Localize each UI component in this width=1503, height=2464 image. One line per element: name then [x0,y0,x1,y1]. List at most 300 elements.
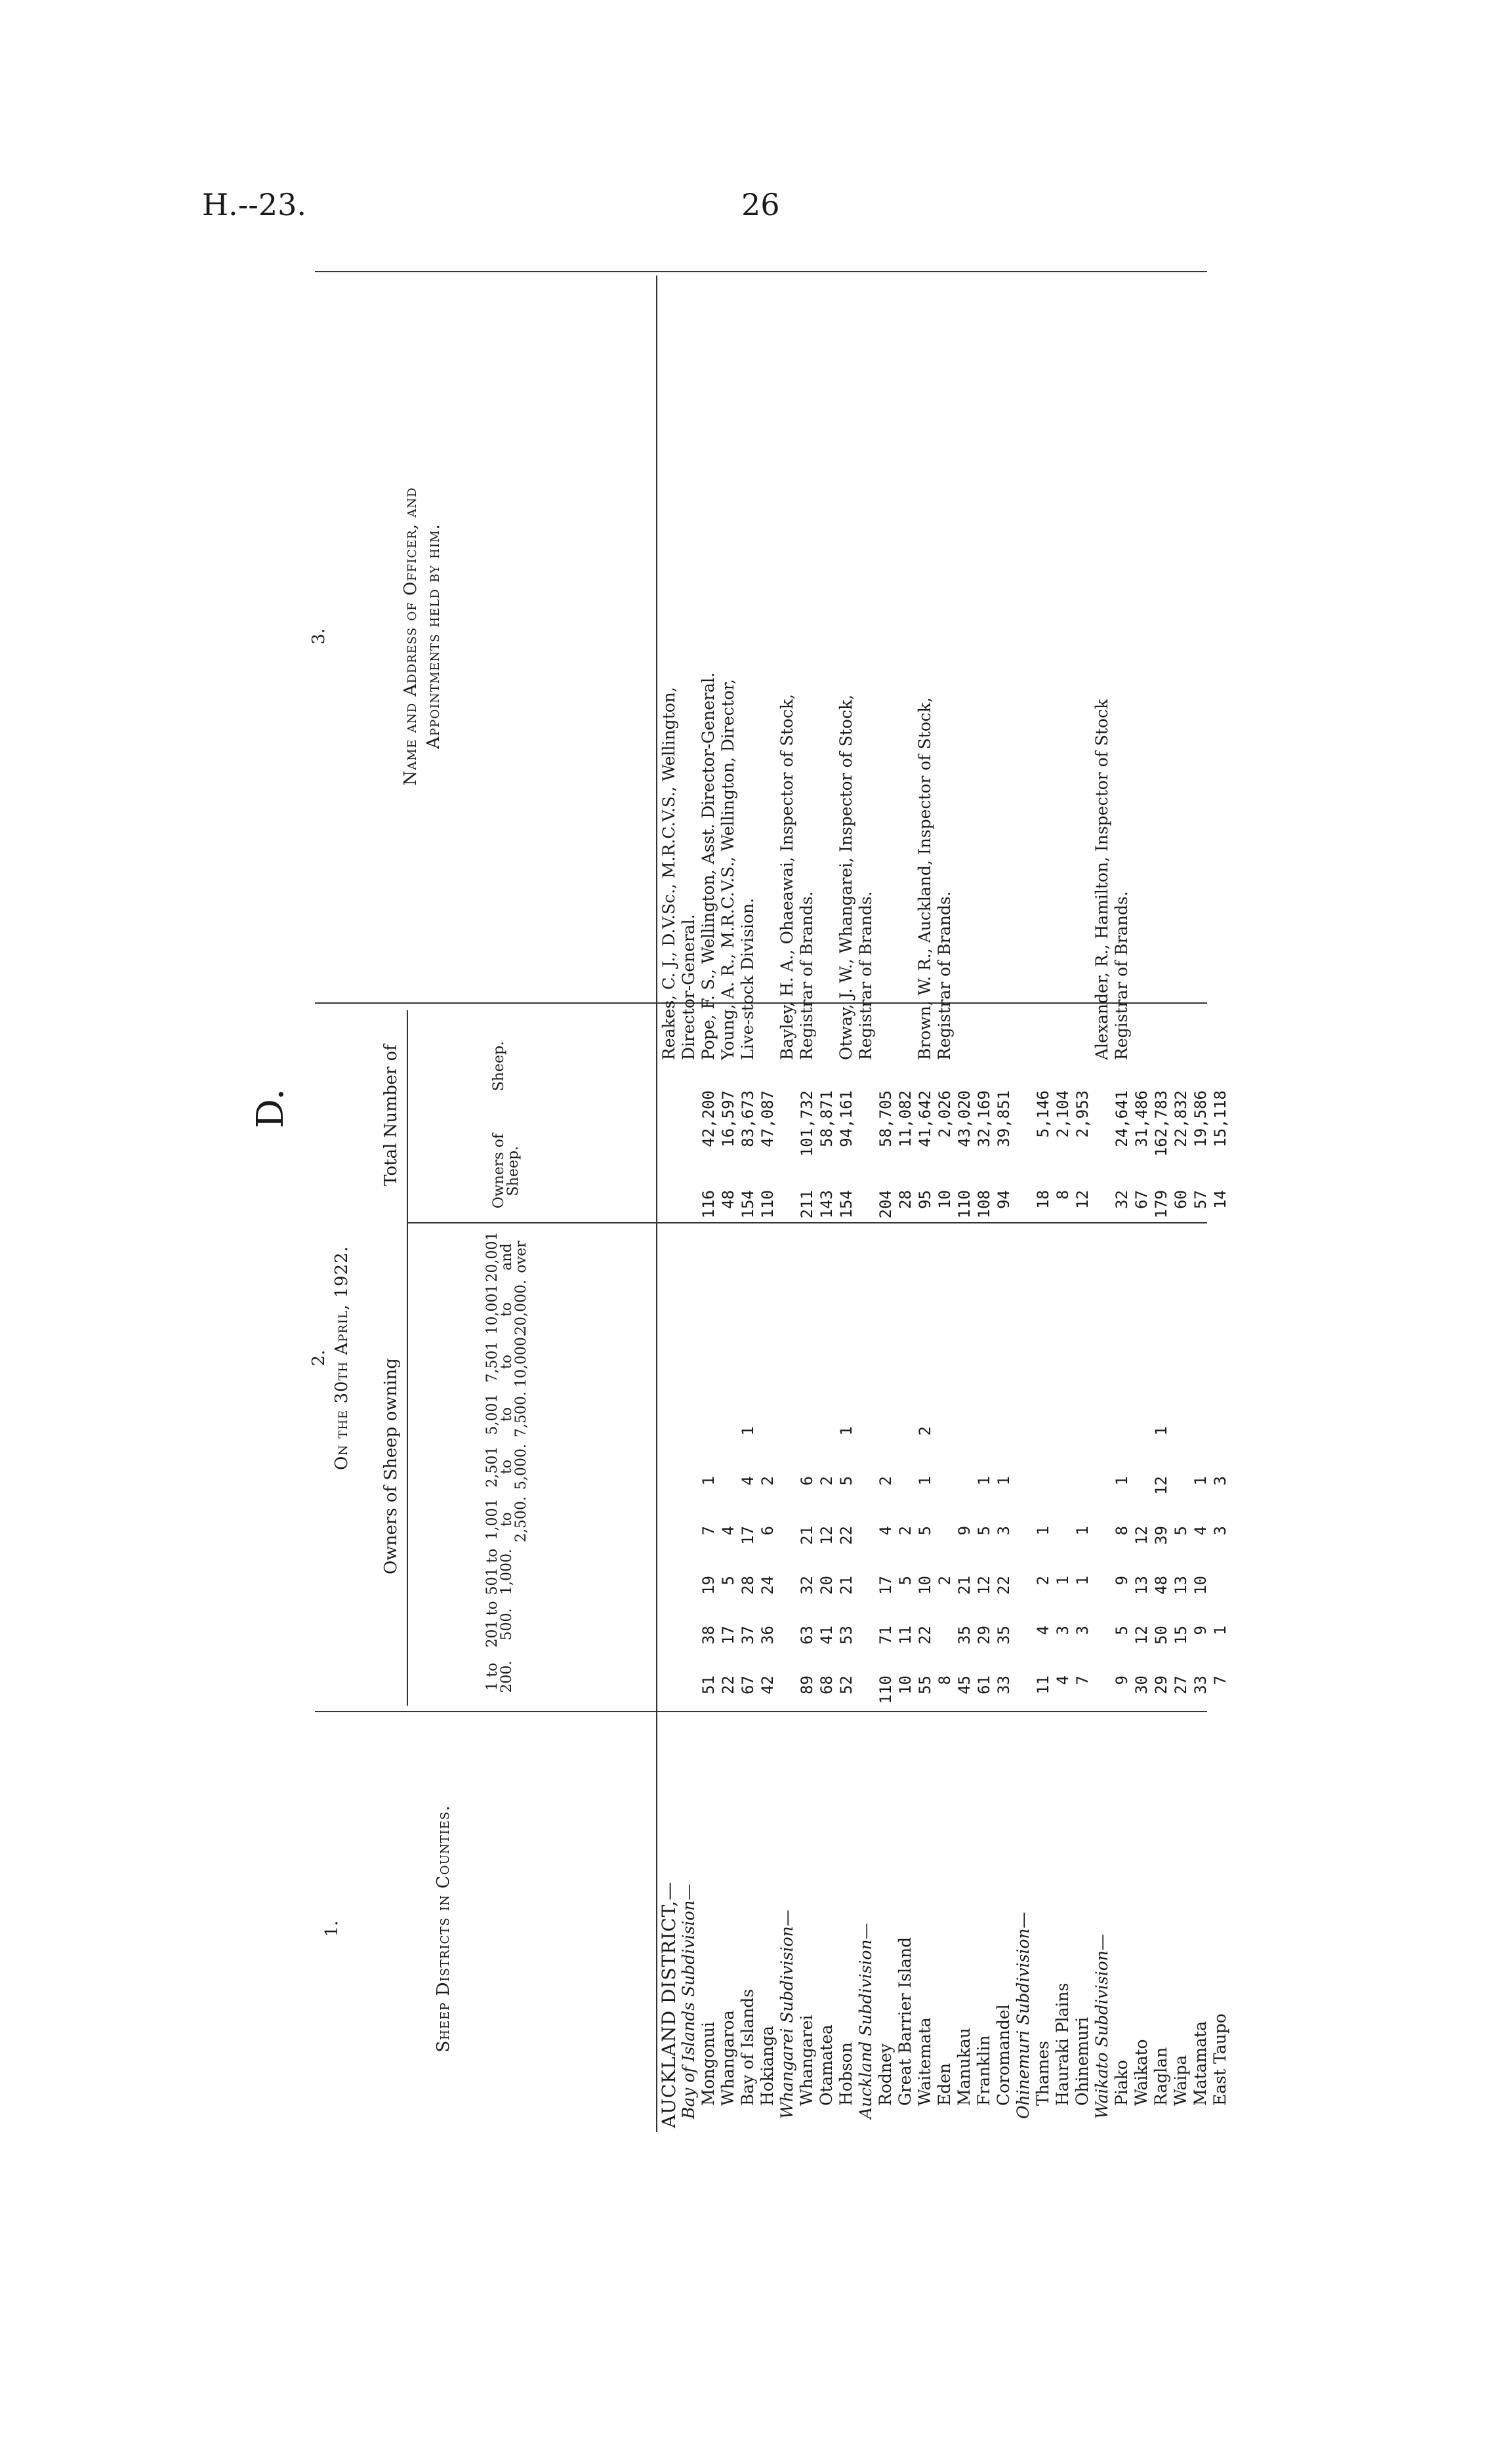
total-owners-cell [679,1186,699,1273]
district-name: Ohinemuri [1073,2017,1092,2106]
officer-cell: Young, A. R., M.R.C.V.S., Wellington, Director, [718,679,737,1060]
total-owners-cell: 95 [916,1190,934,1209]
owner-count-cell: 21 [837,1576,855,1595]
owner-count-cell [738,1273,758,1323]
owner-count-cell [777,1622,797,1672]
owner-count-cell: 41 [817,1626,836,1645]
owner-count-cell: 5 [1172,1526,1190,1536]
total-sheep-cell: 41,642 [916,1090,934,1147]
owner-count-cell [856,1372,876,1422]
col2-title: On the 30th April, 1922. [332,1246,352,1470]
district-name: Auckland Subdivision— [856,1923,875,2119]
total-owners-cell: 154 [837,1190,855,1219]
total-owners-cell: 110 [955,1190,974,1219]
owner-count-cell: 1 [1073,1576,1092,1586]
owner-count-cell [994,1372,1014,1422]
table-row [817,348,836,2132]
total-sheep-cell [856,1086,876,1186]
owner-count-cell [679,1572,699,1622]
owner-count-cell [1112,1422,1132,1472]
table-row [1151,348,1171,2132]
owner-count-cell [1092,1273,1112,1323]
owner-count-cell: 12 [817,1526,836,1545]
total-sheep-cell [1014,1086,1033,1186]
district-name: Whangarei Subdivision— [777,1910,796,2119]
owner-count-cell [1092,1622,1112,1672]
owner-count-cell [935,1422,955,1472]
owner-count-cell [1033,1323,1053,1372]
district-name: Ohinemuri Subdivision— [1014,1912,1033,2119]
total-owners-cell: 10 [936,1190,954,1209]
size-class-header: 7,501 to 10,000. [484,1332,529,1387]
owner-count-cell [1092,1422,1112,1472]
district-name: Whangarei [797,2015,816,2106]
owner-count-cell [1092,1672,1112,1721]
owner-count-cell [659,1422,679,1472]
officer-cell [1014,348,1033,1086]
owner-count-cell: 29 [975,1626,993,1645]
district-name: Franklin [974,2035,993,2106]
total-sheep-cell: 42,200 [699,1090,718,1147]
owner-count-cell [1210,1273,1230,1323]
size-class-header: 1 to 200. [484,1660,515,1693]
owner-count-cell [777,1372,797,1422]
table-row [679,348,699,2132]
owner-count-cell [974,1422,994,1472]
owner-count-cell [679,1372,699,1422]
owner-count-cell [915,1323,935,1372]
owner-count-cell [836,1323,856,1372]
owner-count-cell [679,1522,699,1572]
table-row [738,348,758,2132]
owner-count-cell: 55 [916,1675,934,1694]
owner-count-cell [1132,1273,1151,1323]
owner-count-cell [659,1622,679,1672]
owner-count-cell: 9 [1191,1626,1210,1635]
owner-count-cell [856,1323,876,1372]
owner-count-cell [699,1422,718,1472]
owner-count-cell [1014,1522,1033,1572]
owner-count-cell [1092,1372,1112,1422]
owner-count-cell: 53 [837,1626,855,1645]
district-name: Hobson [836,2042,855,2106]
owner-count-cell: 2 [876,1476,895,1486]
total-sheep-cell: 47,087 [758,1090,777,1147]
owner-count-cell [1033,1273,1053,1323]
table-row [1132,348,1151,2132]
owner-count-cell [679,1472,699,1522]
owner-count-cell [1171,1422,1191,1472]
owner-count-cell [1073,1422,1092,1472]
total-sheep-cell: 94,161 [837,1090,855,1147]
owner-count-cell [1191,1273,1210,1323]
owner-count-cell [718,1273,738,1323]
table-row [1014,348,1033,2132]
total-owners-cell: 211 [798,1190,816,1219]
total-owners-cell: 143 [817,1190,836,1219]
owner-count-cell [935,1622,955,1672]
table-row [1033,348,1053,2132]
owner-count-cell: 4 [876,1526,895,1536]
total-owners-cell [1014,1186,1033,1273]
total-owners-cell: 60 [1172,1190,1190,1209]
owner-count-cell: 5 [1113,1626,1131,1635]
total-sheep-cell: 5,146 [1034,1090,1052,1138]
page-number: 26 [741,187,780,222]
officer-cell [1033,348,1053,1086]
owner-count-cell: 22 [837,1526,855,1545]
owner-count-cell [679,1672,699,1721]
owner-count-cell: 7 [1073,1675,1092,1685]
district-name: Waitemata [915,2017,934,2106]
owner-count-cell: 30 [1132,1675,1151,1694]
total-owners-cell: 108 [975,1190,993,1219]
officer-cell [817,348,836,1086]
total-owners-cell: 179 [1152,1190,1170,1219]
table-row [896,348,915,2132]
owner-count-cell: 2 [758,1476,777,1486]
total-owners-cell: 18 [1034,1190,1052,1209]
officer-cell: Registrar of Brands. [856,891,875,1060]
district-name: Waipa [1171,2055,1190,2106]
owner-count-cell [1053,1422,1073,1472]
table-row [1112,348,1132,2132]
size-class-header: 5,001 to 7,500. [484,1391,529,1437]
district-name: Piako [1112,2060,1131,2106]
owner-count-cell [1112,1372,1132,1422]
officer-cell [896,348,915,1086]
owner-count-cell [1132,1422,1151,1472]
owner-count-cell [1014,1672,1033,1721]
owner-count-cell [974,1372,994,1422]
col3-title-line1: Name and Address of Officer, and [401,487,421,786]
officer-cell: Live-stock Division. [738,897,757,1060]
owner-count-cell: 51 [699,1675,718,1694]
header-rule [656,276,657,2132]
table-row [836,348,856,2132]
owner-count-cell: 12 [1152,1476,1170,1495]
owner-count-cell [856,1522,876,1572]
owner-count-cell [1053,1522,1073,1572]
owner-count-cell: 63 [798,1626,816,1645]
total-owners-cell: 154 [739,1190,757,1219]
owner-count-cell [777,1323,797,1372]
district-name: AUCKLAND DISTRICT,— [658,1881,680,2128]
owner-count-cell [1014,1572,1033,1622]
owner-count-cell [679,1273,699,1323]
district-name: Raglan [1151,2047,1170,2106]
owner-count-cell: 10 [916,1576,934,1595]
owner-count-cell: 35 [955,1626,974,1645]
owner-count-cell [1053,1323,1073,1372]
owner-count-cell: 22 [719,1675,737,1694]
owner-count-cell [974,1273,994,1323]
owner-count-cell [1210,1372,1230,1422]
table-row [1073,348,1092,2132]
owner-count-cell: 1 [1152,1426,1170,1436]
officer-cell [974,348,994,1086]
owner-count-cell: 6 [758,1526,777,1536]
officer-cell: Pope, F. S., Wellington, Asst. Director-General. [699,672,718,1060]
owner-count-cell [1191,1372,1210,1422]
table-row [1191,348,1210,2132]
owner-count-cell: 21 [955,1576,974,1595]
owner-count-cell: 5 [975,1526,993,1536]
owner-count-cell: 1 [837,1426,855,1436]
owner-count-cell [856,1622,876,1672]
owner-count-cell [659,1273,679,1323]
total-sheep-cell: 32,169 [975,1090,993,1147]
total-sheep-cell: 16,597 [719,1090,737,1147]
sheep-table [659,348,1230,2132]
total-sheep-cell: 11,082 [896,1090,915,1147]
owner-count-cell [699,1323,718,1372]
total-sheep-cell [1092,1086,1112,1186]
owner-count-cell: 61 [975,1675,993,1694]
total-sheep-cell: 43,020 [955,1090,974,1147]
owner-count-cell [817,1273,836,1323]
owner-count-cell [896,1273,915,1323]
total-owners-cell: 8 [1054,1190,1072,1200]
owner-count-cell [718,1422,738,1472]
owner-count-cell [777,1522,797,1572]
total-owners-cell [659,1186,679,1273]
owner-count-cell [718,1472,738,1522]
owner-count-cell [876,1422,896,1472]
owner-count-cell [817,1323,836,1372]
owner-count-cell [896,1422,915,1472]
table-row [1053,348,1073,2132]
officer-cell [1132,348,1151,1086]
owner-count-cell [856,1672,876,1721]
total-owners-cell: 57 [1191,1190,1210,1209]
owner-count-cell: 1 [1211,1626,1229,1635]
owner-count-cell [718,1372,738,1422]
district-name: Matamata [1191,2021,1210,2106]
table-row [994,348,1014,2132]
total-sheep-cell: 15,118 [1211,1090,1229,1147]
table-row [777,348,797,2132]
page-reference: H.--23. [202,187,306,222]
owner-count-cell: 17 [739,1526,757,1545]
total-owners-cell: 204 [876,1190,895,1219]
owner-count-cell [935,1323,955,1372]
owner-count-cell [777,1273,797,1323]
owner-count-cell: 15 [1172,1626,1190,1645]
owner-count-cell [876,1372,896,1422]
total-sheep-cell: 2,104 [1054,1090,1072,1138]
owner-count-cell [856,1472,876,1522]
owner-count-cell [777,1422,797,1472]
officer-cell: Registrar of Brands. [797,891,816,1060]
total-sheep-cell: 22,832 [1172,1090,1190,1147]
owner-count-cell [659,1672,679,1721]
owner-count-cell: 36 [758,1626,777,1645]
owner-count-cell [915,1372,935,1422]
owner-count-cell: 17 [876,1576,895,1595]
owner-count-cell: 20 [817,1576,836,1595]
owner-count-cell [738,1323,758,1372]
owner-count-cell [836,1372,856,1422]
owner-count-cell [1112,1273,1132,1323]
table-row [915,348,935,2132]
officer-cell: Registrar of Brands. [1112,891,1131,1060]
owner-count-cell: 4 [1034,1626,1052,1635]
officer-cell [876,348,896,1086]
owner-count-cell: 24 [758,1576,777,1595]
officer-cell: Otway, J. W., Whangarei, Inspector of Stock, [836,694,855,1060]
owner-count-cell [1112,1323,1132,1372]
table-row [699,348,718,2132]
owner-count-cell: 8 [1113,1526,1131,1536]
owner-count-cell [679,1422,699,1472]
officer-cell [994,348,1014,1086]
owner-count-cell: 1 [975,1476,993,1486]
officer-cell: Director-General. [679,914,698,1060]
table-row [659,348,679,2132]
size-class-header: 1,001 to 2,500. [484,1496,529,1542]
owner-count-cell: 1 [699,1476,718,1486]
rotated-table-page [236,66,1229,2132]
owner-count-cell: 10 [896,1675,915,1694]
owner-count-cell [659,1372,679,1422]
col1-title: Sheep Districts in Counties. [434,1805,453,2053]
owners-of-sheep-header: Owners of Sheep. [491,1133,522,1209]
district-name: Whangaroa [718,2010,737,2106]
owner-count-cell: 1 [1191,1476,1210,1486]
owner-count-cell: 38 [699,1626,718,1645]
owner-count-cell: 50 [1152,1626,1170,1645]
owner-count-cell: 1 [1073,1526,1092,1536]
table-row [876,348,896,2132]
total-sheep-cell: 31,486 [1132,1090,1151,1147]
owner-count-cell [836,1273,856,1323]
total-sheep-cell: 39,851 [995,1090,1013,1147]
district-name: Hauraki Plains [1053,1982,1072,2106]
district-name: Eden [935,2063,954,2106]
owner-count-cell [1014,1622,1033,1672]
owner-count-cell: 71 [876,1626,895,1645]
owner-count-cell: 19 [699,1576,718,1595]
owner-count-cell [1210,1323,1230,1372]
district-name: Coromandel [994,2004,1013,2106]
table-row [955,348,974,2132]
owner-count-cell [1073,1372,1092,1422]
owner-count-cell: 5 [896,1576,915,1586]
officer-cell: Bayley, H. A., Ohaeawai, Inspector of Stock, [777,693,796,1060]
owner-count-cell [1073,1323,1092,1372]
total-sheep-cell [659,1086,679,1186]
owner-count-cell [797,1372,817,1422]
owner-count-cell [1033,1472,1053,1522]
owner-count-cell: 12 [1132,1626,1151,1645]
owner-count-cell [876,1273,896,1323]
col3-number: 3. [309,628,329,645]
owner-count-cell [1014,1372,1033,1422]
owner-count-cell [1092,1522,1112,1572]
owner-count-cell [1014,1323,1033,1372]
total-owners-cell: 12 [1073,1190,1092,1209]
officer-cell [1171,348,1191,1086]
owner-count-cell: 35 [995,1626,1013,1645]
owner-count-cell: 27 [1172,1675,1190,1694]
owner-count-cell: 39 [1152,1526,1170,1545]
table-row [718,348,738,2132]
total-owners-cell: 67 [1132,1190,1151,1209]
owner-count-cell [1191,1323,1210,1372]
owner-count-cell [1033,1372,1053,1422]
owner-count-cell: 17 [719,1626,737,1645]
total-sheep-cell [777,1086,797,1186]
owner-count-cell: 11 [896,1626,915,1645]
owner-count-cell: 1 [916,1476,934,1486]
size-class-header: 2,501 to 5,000. [484,1444,529,1490]
owner-count-cell [1014,1422,1033,1472]
owner-count-cell: 3 [1054,1626,1072,1635]
col3-title-line2: Appointments held by him. [424,524,443,749]
owner-count-cell [1053,1273,1073,1323]
owner-count-cell: 2 [817,1476,836,1486]
total-owners-cell: 32 [1113,1190,1131,1209]
total-owners-cell: 28 [896,1190,915,1209]
table-row [974,348,994,2132]
total-sheep-cell: 83,673 [739,1090,757,1147]
owner-count-cell [1210,1422,1230,1472]
table-row [1210,348,1230,2132]
owner-count-cell: 28 [739,1576,757,1595]
right-border [315,271,1207,272]
total-sheep-cell: 2,953 [1073,1090,1092,1138]
owner-count-cell: 22 [995,1576,1013,1595]
owner-count-cell [1151,1273,1171,1323]
owner-count-cell [758,1422,777,1472]
total-owners-cell [777,1186,797,1273]
total-sheep-cell: 58,705 [876,1090,895,1147]
owner-count-cell [679,1323,699,1372]
owner-count-cell: 2 [896,1526,915,1536]
owner-count-cell: 13 [1132,1576,1151,1595]
owner-count-cell [955,1422,974,1472]
owner-count-cell [1014,1472,1033,1522]
owner-count-cell [1191,1422,1210,1472]
owner-count-cell: 9 [1113,1576,1131,1586]
total-owners-cell: 110 [758,1190,777,1219]
owner-count-cell [1171,1273,1191,1323]
table-row [1171,348,1191,2132]
district-name: Bay of Islands Subdivision— [679,1883,698,2119]
owner-count-cell: 33 [995,1675,1013,1694]
owner-count-cell: 42 [758,1675,777,1694]
owner-count-cell [1171,1472,1191,1522]
total-owners-cell [1092,1186,1112,1273]
officer-cell [1210,348,1230,1086]
owner-count-cell [994,1422,1014,1472]
size-class-header: 20,001 and over [484,1231,529,1283]
owner-count-cell [1073,1273,1092,1323]
owner-count-cell [1092,1472,1112,1522]
owner-count-cell: 1 [739,1426,757,1436]
officer-cell: Registrar of Brands. [935,891,954,1060]
owner-count-cell [955,1472,974,1522]
owner-count-cell [1092,1572,1112,1622]
owner-count-cell [758,1372,777,1422]
owner-count-cell [699,1372,718,1422]
total-sheep-cell [679,1086,699,1186]
owner-count-cell: 2 [936,1576,954,1586]
owner-count-cell: 1 [1034,1526,1052,1536]
owner-count-cell [935,1372,955,1422]
owner-count-cell [777,1672,797,1721]
